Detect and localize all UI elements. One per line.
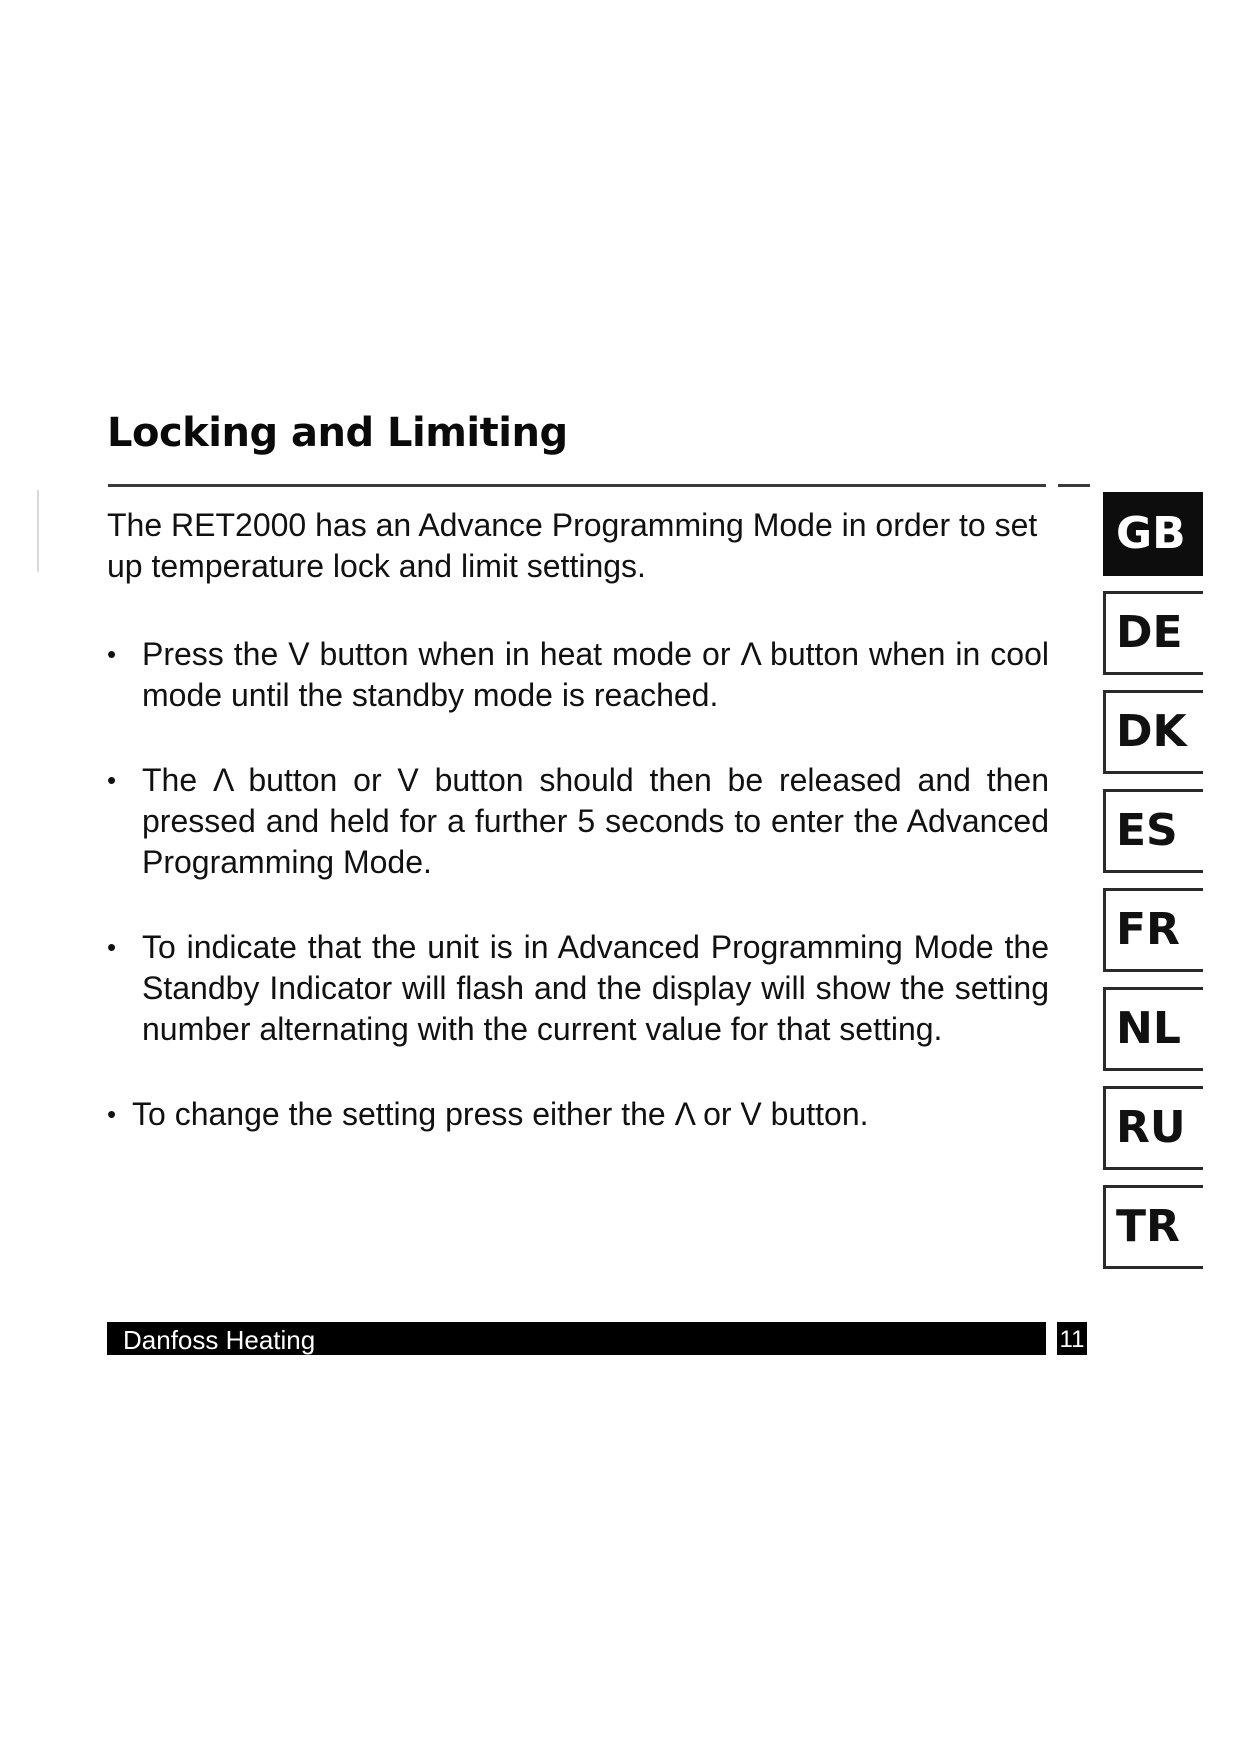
intro-paragraph: The RET2000 has an Advance Programming Mode in order to set up temperature lock and limit settings.	[107, 507, 1038, 584]
language-tab-tr[interactable]: TR	[1103, 1185, 1203, 1269]
language-tabs	[1103, 492, 1203, 1284]
bullet-dot: •	[107, 639, 117, 669]
instruction-list	[107, 634, 1049, 1135]
list-item	[107, 760, 1049, 883]
bullet-dot: •	[107, 765, 117, 795]
bullet-dot: •	[107, 932, 117, 962]
footer-brand-bar: Danfoss Heating	[107, 1322, 1046, 1355]
list-item	[107, 1094, 1049, 1135]
list-item-text: Press the V button when in heat mode or Λ button when in cool mode until the standby mode is reached.	[142, 636, 1049, 713]
language-tab-nl[interactable]: NL	[1103, 987, 1203, 1071]
page-number: 11	[1057, 1322, 1087, 1355]
scan-edge-mark	[37, 490, 39, 572]
list-item	[107, 634, 1049, 716]
list-item	[107, 927, 1049, 1050]
page-body	[107, 505, 1049, 1179]
language-tab-fr[interactable]: FR	[1103, 888, 1203, 972]
list-item-text: The Λ button or V button should then be released and then pressed and held for a further 5 seconds to enter the Advanced Programming Mode.	[142, 762, 1049, 880]
list-item-text: To change the setting press either the Λ or V button.	[132, 1096, 869, 1132]
language-tab-de[interactable]: DE	[1103, 591, 1203, 675]
page-title: Locking and Limiting	[107, 410, 568, 456]
language-tab-dk[interactable]: DK	[1103, 690, 1203, 774]
language-tab-es[interactable]: ES	[1103, 789, 1203, 873]
title-divider-short	[1058, 484, 1090, 487]
language-tab-ru[interactable]: RU	[1103, 1086, 1203, 1170]
list-item-text: To indicate that the unit is in Advanced Programming Mode the Standby Indicator will flash and the display will show the setting number alternating with the current value for that setting.	[142, 929, 1049, 1047]
language-tab-gb[interactable]: GB	[1103, 492, 1203, 576]
title-divider	[108, 484, 1046, 487]
bullet-dot: •	[107, 1099, 117, 1129]
